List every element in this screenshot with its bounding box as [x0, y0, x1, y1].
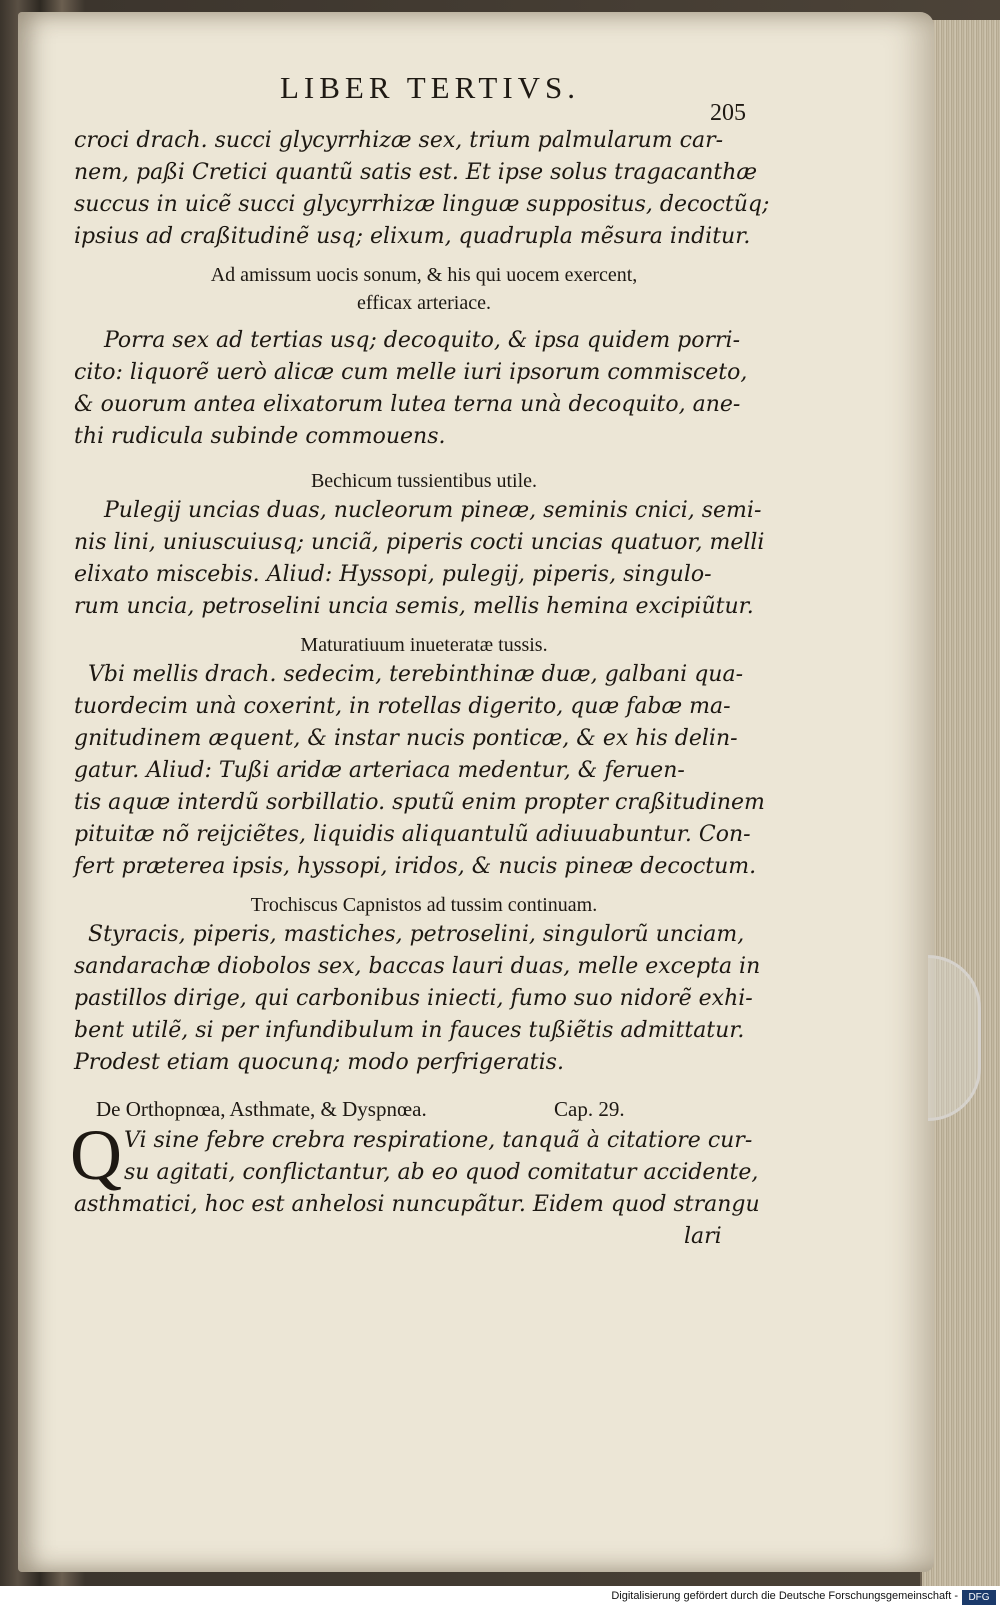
text-line: asthmatici, hoc est anhelosi nuncupãtur. Eidem quod strangu: [74, 1192, 760, 1217]
text-line: Pulegij uncias duas, nucleorum pineæ, seminis cnici, semi-: [104, 498, 762, 523]
text-block: [70, 125, 774, 1253]
text-line: Vbi mellis drach. sedecim, terebinthinæ duæ, galbani qua-: [88, 662, 744, 687]
text-line: pastillos dirige, qui carbonibus iniecti, fumo suo nidorẽ exhi-: [74, 986, 753, 1011]
text-line: & ouorum antea elixatorum lutea terna unà decoquito, ane-: [74, 392, 741, 417]
text-line: tis aquæ interdũ sorbillatio. sputũ enim propter craßitudinem: [74, 790, 765, 815]
text-line: tuordecim unà coxerint, in rotellas digerito, quæ fabæ ma-: [74, 694, 731, 719]
text-line: Porra sex ad tertias usq; decoquito, & ipsa quidem porri-: [104, 328, 741, 353]
section-heading: Maturatiuum inueteratæ tussis.: [300, 634, 548, 656]
text-line: gnitudinem æquent, & instar nucis ponticæ, & ex his delin-: [74, 726, 738, 751]
text-line: Vi sine febre crebra respiratione, tanquã à citatiore cur-: [124, 1128, 753, 1153]
text-line: su agitati, conflictantur, ab eo quod comitatur accidente,: [124, 1160, 759, 1185]
text-line: cito: liquorẽ uerò alicæ cum melle iuri ipsorum commisceto,: [74, 360, 748, 385]
text-line: gatur. Aliud: Tußi aridæ arteriaca medentur, & feruen-: [74, 758, 685, 783]
page-number: 205: [710, 100, 746, 126]
drop-capital: Q: [70, 1115, 122, 1195]
text-line: nem, paßi Cretici quantũ satis est. Et ipse solus tragacanthæ: [74, 160, 758, 185]
dfg-logo: DFG: [962, 1590, 996, 1605]
text-line: succus in uicẽ succi glycyrrhizæ linguæ suppositus, decoctũq;: [74, 192, 770, 217]
text-line: rum uncia, petroselini uncia semis, mellis hemina excipiũtur.: [74, 594, 754, 619]
text-line: Prodest etiam quocunq; modo perfrigeratis.: [74, 1050, 564, 1075]
chapter-number: Cap. 29.: [554, 1097, 625, 1121]
text-line: pituitæ nõ reijciẽtes, liquidis aliquantulũ adiuuabuntur. Con-: [74, 822, 751, 847]
text-line: lari: [684, 1224, 722, 1249]
chapter-body: [70, 1115, 774, 1253]
text-line: sandarachæ diobolos sex, baccas lauri duas, melle excepta in: [74, 954, 761, 979]
running-head: LIBER TERTIVS.: [279, 70, 581, 105]
text-line: nis lini, uniuscuiusq; unciã, piperis cocti uncias quatuor, melli: [74, 530, 765, 555]
section-heading: efficax arteriace.: [357, 292, 491, 314]
text-line: elixato miscebis. Aliud: Hyssopi, pulegij, piperis, singulo-: [74, 562, 712, 587]
text-line: Styracis, piperis, mastiches, petroselini, singulorũ unciam,: [88, 922, 745, 947]
text-line: ipsius ad craßitudinẽ usq; elixum, quadrupla mẽsura inditur.: [74, 224, 751, 249]
text-line: bent utilẽ, si per infundibulum in fauces tußiẽtis admittatur.: [74, 1018, 745, 1043]
chapter-heading: [74, 1093, 774, 1125]
footer-bar: [0, 1586, 1000, 1610]
text-line: thi rudicula subinde commouens.: [74, 424, 446, 449]
text-line: fert præterea ipsis, hyssopi, iridos, & nucis pineæ decoctum.: [74, 854, 757, 879]
funding-credit: Digitalisierung gefördert durch die Deutsche Forschungsgemeinschaft -: [611, 1590, 958, 1602]
section-heading: Bechicum tussientibus utile.: [310, 470, 538, 492]
text-line: croci drach. succi glycyrrhizæ sex, trium palmularum car-: [74, 128, 724, 153]
section-heading: Trochiscus Capnistos ad tussim continuam.: [250, 894, 598, 916]
chapter-title: De Orthopnœa, Asthmate, & Dyspnœa.: [96, 1097, 427, 1121]
section-heading: Ad amissum uocis sonum, & his qui uocem exercent,: [210, 264, 638, 286]
